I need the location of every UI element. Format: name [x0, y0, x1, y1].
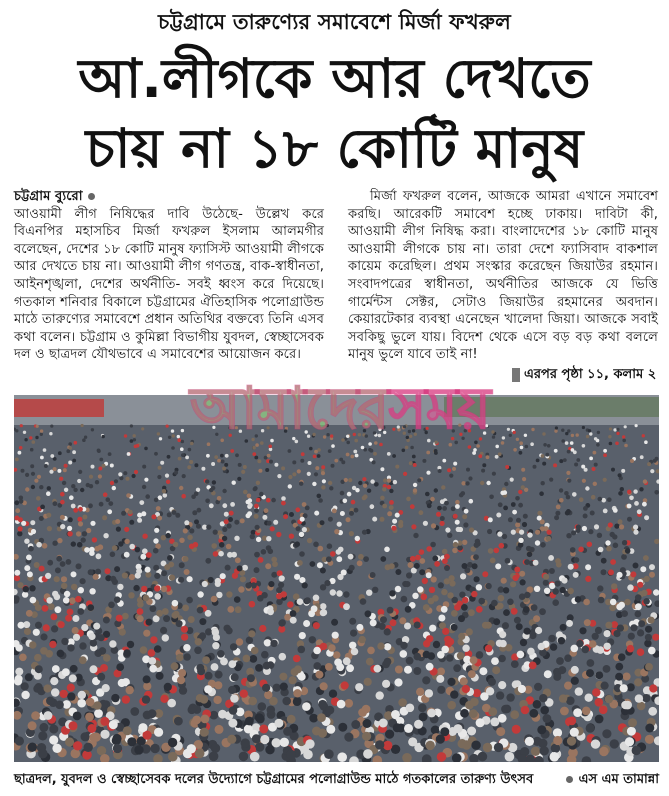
headline-line-1: আ.লীগকে আর দেখতে — [78, 47, 591, 110]
article-kicker: চট্টগ্রামে তারুণ্যের সমাবেশে মির্জা ফখরুল — [158, 10, 511, 34]
publisher-watermark — [140, 364, 540, 461]
headline-line-2: চায় না ১৮ কোটি মানুষ — [85, 117, 584, 180]
article-column-2 — [348, 188, 658, 364]
column-2-text: মির্জা ফখরুল বলেন, আজকে আমরা এখানে সমাবেশ করছি। আরেকটি সমাবেশ হচ্ছে ঢাকায়। দাবিটা কী, আওয়ামী লীগ নিষিদ্ধ করা। বাংলাদেশের ১৮ কোটি মানুষ আওয়ামী লীগকে চায় না। তারা দেশে ফ্যাসিবাদ বাকশাল কায়েম করেছিল। প্রথম সংস্কার করেছেন জিয়াউর রহমান। সংবাদপত্রের স্বাধীনতা, অর্থনীতির আজকে যে ভিত্তি গার্মেন্টস সেক্টর, সেটাও জিয়াউর রহমানের অবদান। কেয়ারটেকার ব্যবস্থা এনেছেন খালেদা জিয়া। আজকে সবাই সবকিছু ভুলে যায়। বিদেশ থেকে এসে বড় বড় কথা বললে মানুষ ভুলে যাবে তাই না! — [348, 189, 658, 363]
photo-credit — [566, 770, 659, 791]
column-1-text: আওয়ামী লীগ নিষিদ্ধের দাবি উঠেছে- উল্লেখ করে বিএনপির মহাসচিব মির্জা ফখরুল ইসলাম আলমগীর বলেছেন, দেশের ১৮ কোটি মানুষ ফ্যাসিস্ট আওয়ামী লীগকে আর দেখতে চায় না। আওয়ামী লীগ গণতন্ত্র, বাক-স্বাধীনতা, আইনশৃঙ্খলা, দেশের অর্থনীতি- সবই ধ্বংস করে দিয়েছে। গতকাল শনিবার বিকালে চট্টগ্রামের ঐতিহাসিক পলোগ্রাউন্ড মাঠে তারুণ্যের সমাবেশে প্রধান অতিথির বক্তব্যে তিনি এসব কথা বলেন। চট্টগ্রাম ও কুমিল্লা বিভাগীয় যুবদল, স্বেচ্ছাসেবক দল ও ছাত্রদল যৌথভাবে এ সমাবেশের আয়োজন করে। — [14, 206, 324, 363]
article-body — [14, 188, 659, 380]
continued-on-text: এরপর পৃষ্ঠা ১১, কলাম ২ — [524, 367, 657, 382]
photo-credit-name: এস এম তামান্না — [578, 772, 659, 787]
photo-caption: ছাত্রদল, যুবদল ও স্বেচ্ছাসেবক দলের উদ্যোগে চট্টগ্রামের পলোগ্রাউন্ড মাঠে গতকালের তারুণ্য উৎসব — [14, 772, 534, 787]
watermark-part-1: আমাদের — [189, 374, 389, 442]
watermark-part-2: সময় — [388, 374, 491, 442]
credit-bullet-icon — [566, 776, 573, 783]
article-column-1 — [14, 188, 324, 364]
byline: চট্টগ্রাম ব্যুরো — [14, 189, 83, 204]
byline-bullet-icon — [88, 193, 95, 200]
article-headline — [0, 44, 669, 184]
